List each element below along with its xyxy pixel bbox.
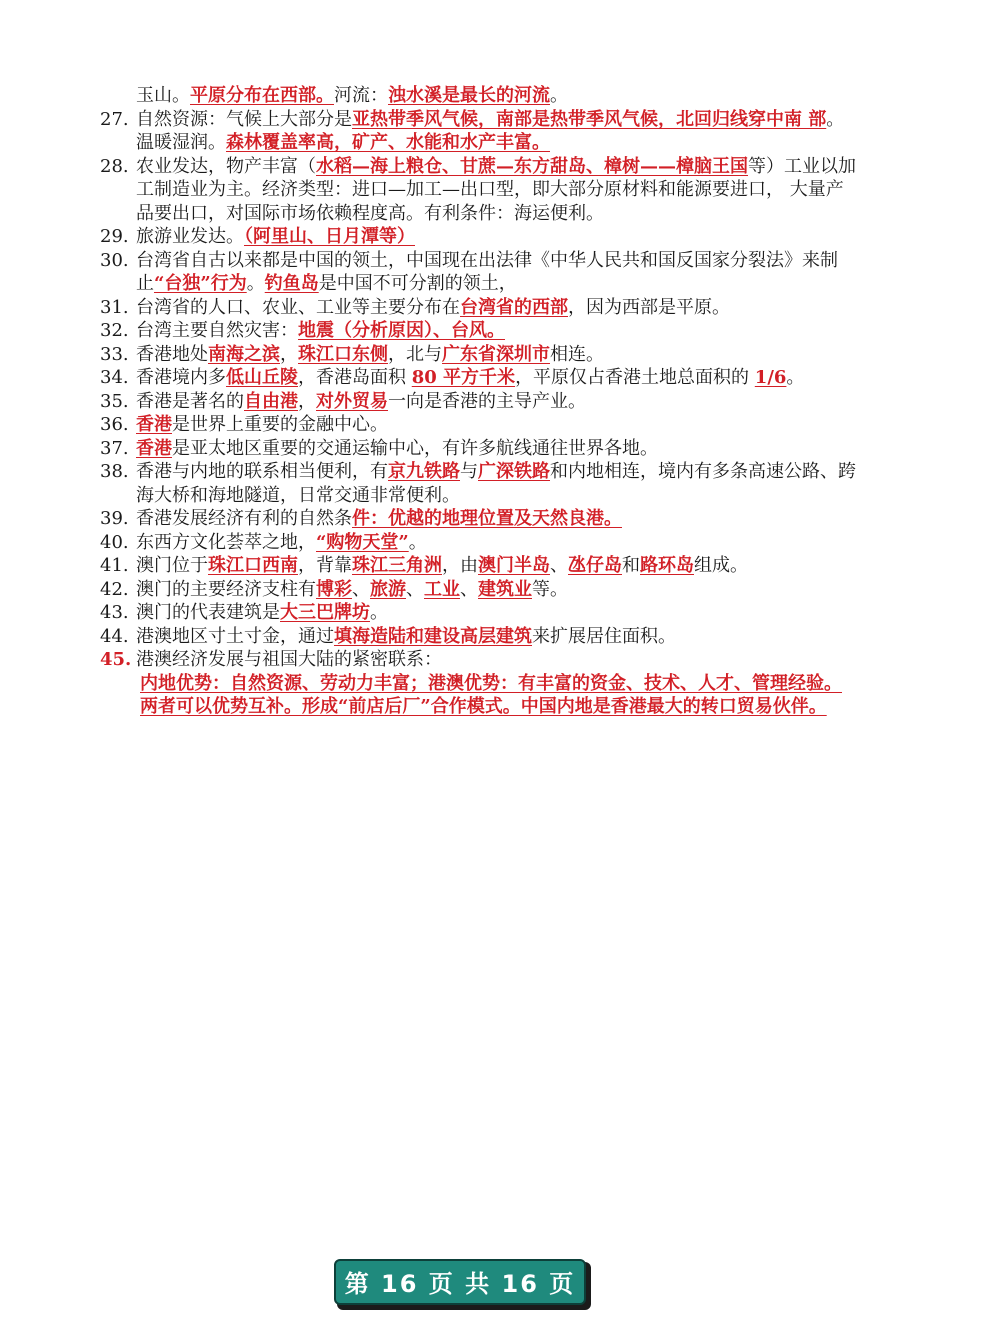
list-item — [100, 554, 860, 578]
highlighted-answer: 钓鱼岛 — [264, 273, 319, 294]
item-number: 33. — [100, 343, 129, 365]
item-text: ， — [298, 390, 316, 412]
list-item — [100, 625, 860, 649]
highlighted-answer: 平原分布在西部。 — [190, 85, 334, 106]
page-indicator — [334, 1259, 592, 1311]
item-text: 与 — [460, 461, 478, 482]
highlighted-answer: （阿里山、日月潭等） — [244, 226, 415, 247]
highlighted-answer: 亚热带季风气候，南部是热带季风气候，北回归线穿中南 部 — [352, 108, 827, 130]
list-item — [100, 601, 860, 625]
list-item — [100, 84, 860, 108]
item-text: 东西方文化荟萃之地， — [136, 531, 316, 553]
item-number: 39. — [100, 508, 129, 529]
highlighted-answer: 澳门半岛 — [478, 555, 550, 576]
item-text: 香港发展经济有利的自然条 — [136, 508, 352, 529]
highlighted-answer: 珠江三角洲 — [352, 555, 442, 576]
highlighted-answer: 广东省深圳市 — [442, 343, 550, 365]
list-item — [100, 507, 860, 531]
document-content — [100, 84, 860, 719]
list-item — [100, 296, 860, 320]
item-number: 31. — [100, 296, 129, 318]
item-number: 28. — [100, 155, 129, 177]
highlighted-answer: 氹仔岛 — [568, 555, 622, 576]
list-item — [100, 366, 860, 390]
item-text: 旅游业发达。 — [136, 226, 244, 247]
item-text: 、 — [406, 578, 424, 600]
highlighted-answer: 香港 — [136, 437, 172, 459]
item-text: 。 — [408, 531, 427, 553]
highlighted-answer: 自由港 — [244, 390, 298, 412]
highlighted-answer: 森林覆盖率高，矿产、水能和水产丰富。 — [226, 132, 550, 153]
item-text: ，由 — [442, 555, 478, 576]
item-text: 玉山。 — [136, 85, 190, 106]
highlighted-answer: 水稻—海上粮仓、甘蔗—东方甜岛、樟树——樟脑王国 — [316, 155, 748, 177]
list-item — [100, 155, 860, 226]
list-item — [100, 460, 860, 507]
highlighted-answer: 低山丘陵 — [226, 367, 298, 388]
highlighted-answer: 浊水溪是最长的河流 — [388, 85, 550, 106]
item-text: 香港地处 — [136, 343, 208, 365]
list-item — [100, 225, 860, 249]
item-text: 农业发达，物产丰富（ — [136, 155, 316, 177]
item-number: 37. — [100, 437, 129, 459]
highlighted-answer: 建筑业 — [478, 578, 532, 600]
item-text: 、 — [550, 555, 568, 576]
item-text: 台湾省自古以来都是中国的领土，中国现在出法律《中华人民共和国反国家分裂法》来制止 — [136, 249, 838, 294]
item-number: 45. — [100, 649, 132, 670]
item-text: 。 温暖湿润。 — [136, 108, 845, 153]
list-item — [100, 531, 860, 555]
item-text: ， — [280, 343, 298, 365]
highlighted-answer: 对外贸易 — [316, 390, 388, 412]
item-number: 38. — [100, 461, 129, 482]
item-text: 等）工业以加工制造业为主。经济类型：进口—加工—出口型，即大部分原材料和能源要进口， 大量产品要出口，对国际市场依赖程度高。有利条件：海运便利。 — [136, 155, 856, 224]
item-text: 来扩展居住面积。 — [532, 625, 676, 647]
highlighted-answer: 填海造陆和建设高层建筑 — [334, 625, 532, 647]
highlighted-answer: 件：优越的地理位置及天然良港。 — [352, 508, 622, 529]
item-text: 港澳地区寸土寸金，通过 — [136, 625, 334, 647]
highlighted-answer: 地震（分析原因）、台风。 — [298, 320, 505, 341]
highlighted-answer: 路环岛 — [640, 555, 694, 576]
list-item — [100, 249, 860, 296]
item-text: 。 — [786, 367, 805, 388]
highlighted-answer: 南海之滨 — [208, 343, 280, 365]
item-number: 30. — [100, 249, 129, 271]
item-text: 香港是著名的 — [136, 390, 244, 412]
list-item — [100, 437, 860, 461]
item-text: 等。 — [532, 578, 568, 600]
highlighted-answer: 旅游 — [370, 578, 406, 600]
item-number: 36. — [100, 414, 129, 435]
item-text: 香港与内地的联系相当便利，有 — [136, 461, 388, 482]
highlighted-answer: 广深铁路 — [478, 461, 550, 482]
item-text: 港澳经济发展与祖国大陆的紧密联系： — [136, 649, 442, 670]
item-number: 42. — [100, 578, 129, 600]
item-text: ，北与 — [388, 343, 442, 365]
item-text: 澳门位于 — [136, 555, 208, 576]
item-number: 34. — [100, 367, 129, 388]
item-text: 河流： — [334, 85, 388, 106]
item-text: 、 — [460, 578, 478, 600]
item-number: 27. — [100, 108, 129, 130]
item-number: 40. — [100, 531, 129, 553]
list-item — [100, 648, 860, 672]
item-text: 。 — [550, 85, 568, 106]
item-text: 是中国不可分割的领土， — [318, 273, 517, 294]
item-text: 澳门的主要经济支柱有 — [136, 578, 316, 600]
list-item — [100, 319, 860, 343]
item-text: ，因为西部是平原。 — [568, 296, 730, 318]
item-text: 。 — [246, 273, 265, 294]
highlighted-answer: 大三巴牌坊 — [280, 602, 370, 623]
list-item — [100, 578, 860, 602]
list-item — [100, 343, 860, 367]
item-text: ，香港岛面积 — [298, 367, 412, 388]
item-text: 、 — [352, 578, 370, 600]
item-text: ，背靠 — [298, 555, 352, 576]
item-text: 自然资源：气候上大部分是 — [136, 108, 352, 130]
item-number: 44. — [100, 625, 129, 647]
highlighted-answer: “购物天堂” — [316, 531, 409, 553]
item-number: 29. — [100, 226, 129, 247]
item-text: 澳门的代表建筑是 — [136, 602, 280, 623]
item-number: 43. — [100, 602, 129, 623]
highlighted-answer: 工业 — [424, 578, 460, 600]
item-text: 是世界上重要的金融中心。 — [172, 414, 388, 435]
item-number: 41. — [100, 555, 129, 576]
item-text: 一向是香港的主导产业。 — [388, 390, 586, 412]
item-text: 香港境内多 — [136, 367, 226, 388]
highlighted-answer: 博彩 — [316, 578, 352, 600]
item-text: ，平原仅占香港土地总面积的 — [515, 367, 755, 388]
item-number: 35. — [100, 390, 129, 412]
item-text: 台湾省的人口、农业、工业等主要分布在 — [136, 296, 460, 318]
summary-paragraph: 两者可以优势互补。形成“前店后厂”合作模式。中国内地是香港最大的转口贸易伙伴。 — [140, 696, 827, 717]
highlighted-answer: 京九铁路 — [388, 461, 460, 482]
item-text: 台湾主要自然灾害： — [136, 320, 298, 341]
highlighted-answer: 台湾省的西部 — [460, 296, 568, 318]
item-text: 。 — [370, 602, 388, 623]
highlighted-answer: 珠江口西南 — [208, 555, 298, 576]
item-text: 和内地相连，境内有多条高速公路、跨海大桥和海地隧道，日常交通非常便利。 — [136, 461, 856, 506]
highlighted-answer: “台独”行为 — [154, 273, 247, 294]
highlighted-answer: 80 平方千米 — [411, 367, 516, 388]
item-text: 是亚太地区重要的交通运输中心，有许多航线通往世界各地。 — [172, 437, 658, 459]
highlighted-answer: 香港 — [136, 414, 172, 435]
list-item — [100, 108, 860, 155]
item-text: 组成。 — [694, 555, 748, 576]
item-number: 32. — [100, 320, 129, 341]
item-text: 和 — [622, 555, 640, 576]
summary-paragraph: 内地优势：自然资源、劳动力丰富；港澳优势：有丰富的资金、技术、人才、管理经验。 — [140, 672, 842, 694]
highlighted-answer: 1/6 — [754, 367, 787, 388]
highlighted-answer: 珠江口东侧 — [298, 343, 388, 365]
list-item — [100, 390, 860, 414]
list-item — [100, 413, 860, 437]
item-text: 相连。 — [550, 343, 604, 365]
page-indicator-label: 第 16 页 共 16 页 — [334, 1259, 586, 1305]
